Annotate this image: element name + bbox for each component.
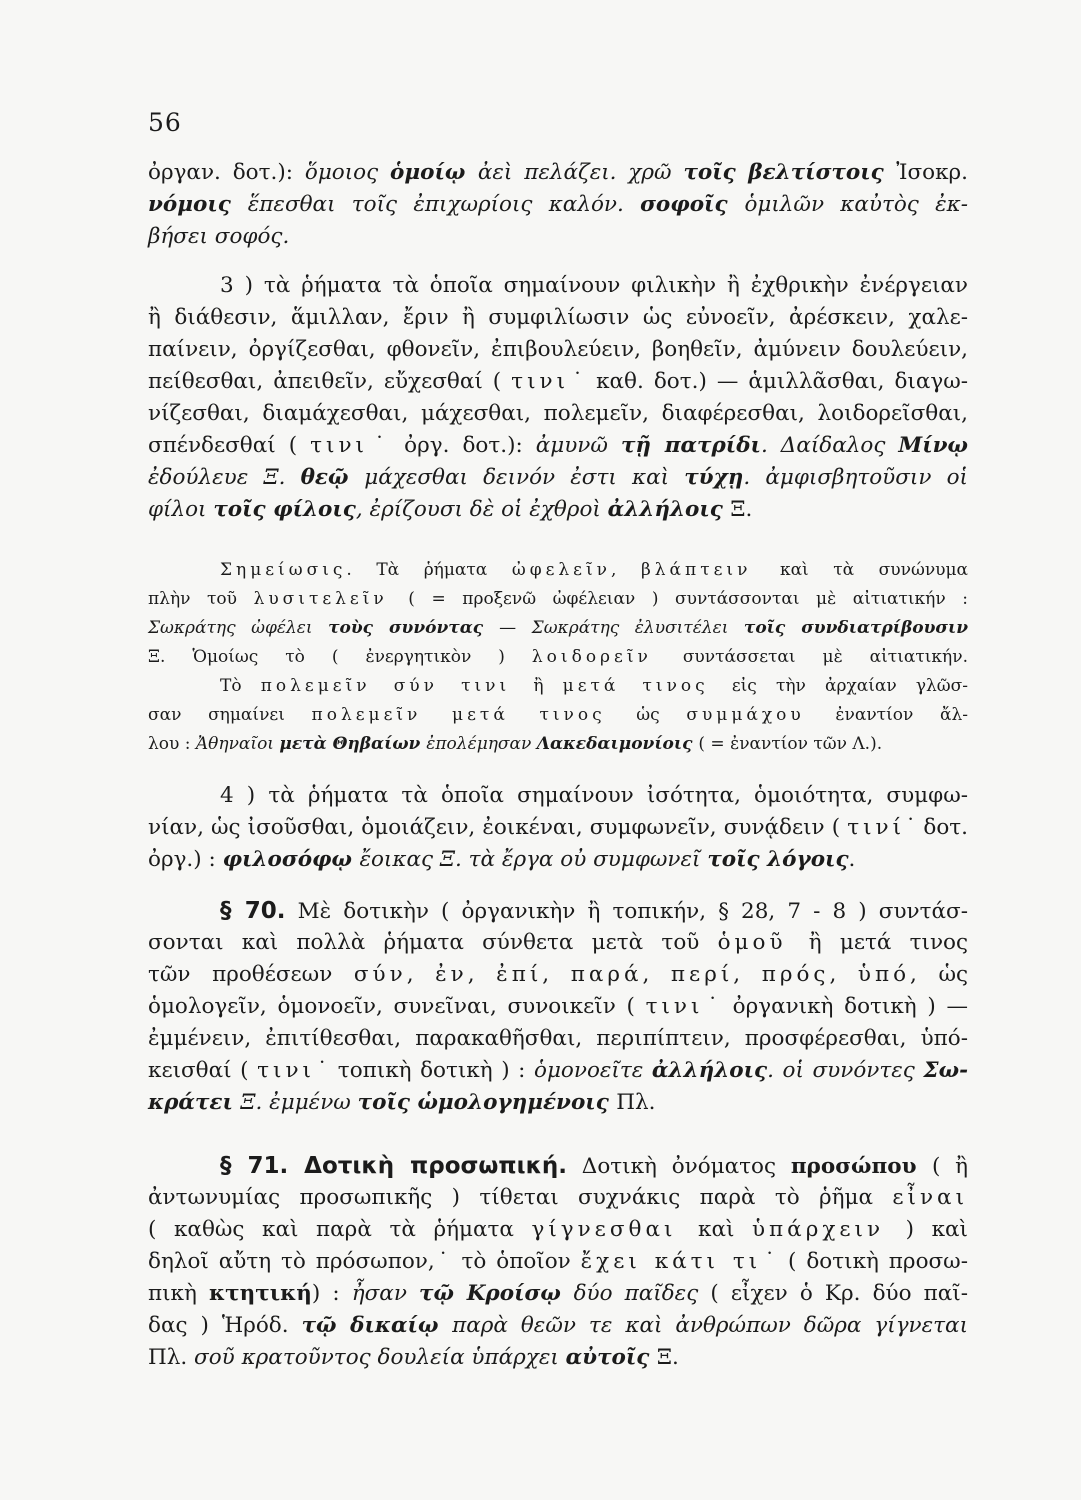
text-line: λου : Ἀθηναῖοι μετὰ Θηβαίων ἐπολέμησαν Λακεδαιμονίοις ( = ἐναντίον τῶν Λ.). — [148, 734, 883, 754]
text-line: Σωκράτης ὠφέλει τοὺς συνόντας — Σωκράτης ἐλυσιτέλει τοῖς συνδιατρίβουσιν — [148, 618, 968, 638]
paragraph-item-3 — [148, 270, 968, 526]
page-number: 56 — [148, 108, 182, 137]
text-line: ἀντωνυμίας προσωπικῆς ) τίθεται συχνάκις παρὰ τὸ ῥῆμα εἶναι — [148, 1185, 968, 1210]
text-line: ἐμμένειν, ἐπιτίθεσθαι, παρακαθῆσθαι, περιπίπτειν, προσφέρεσθαι, ὑπό- — [148, 1026, 968, 1051]
text-line: 4 ) τὰ ῥήματα τὰ ὁποῖα σημαίνουν ἰσότητα, ὁμοιότητα, συμφω- — [220, 783, 968, 808]
text-line: πλὴν τοῦ λυσιτελεῖν ( = προξενῶ ὠφέλειαν ) συντάσσονται μὲ αἰτιατικήν : — [148, 589, 968, 609]
text-line: παίνειν, ὀργίζεσθαι, φθονεῖν, ἐπιβουλεύειν, βοηθεῖν, ἀμύνειν δουλεύειν, — [148, 337, 968, 362]
text-line: βήσει σοφός. — [148, 224, 290, 249]
text-line: σπένδεσθαί ( τινι˙ ὀργ. δοτ.): ἀμυνῶ τῇ πατρίδι. Δαίδαλος Μίνῳ — [148, 433, 968, 458]
text-line: σονται καὶ πολλὰ ῥήματα σύνθετα μετὰ τοῦ ὁμοῦ ἢ μετά τινος — [148, 930, 969, 955]
text-line: πείθεσθαι, ἀπειθεῖν, εὔχεσθαί ( τινι˙ καθ. δοτ.) — ἁμιλλᾶσθαι, διαγω- — [148, 369, 968, 394]
paragraph-dative-examples — [148, 157, 968, 253]
text-line: ( καθὼς καὶ παρὰ τὰ ῥήματα γίγνεσθαι καὶ ὑπάρχειν ) καὶ — [148, 1217, 968, 1242]
note-block — [148, 556, 968, 759]
text-line: ἢ διάθεσιν, ἅμιλλαν, ἔριν ἢ συμφιλίωσιν ὡς εὐνοεῖν, ἀρέσκειν, χαλε- — [148, 305, 968, 330]
text-line: § 71. Δοτικὴ προσωπική. Δοτικὴ ὀνόματος προσώπου ( ἢ — [220, 1153, 968, 1179]
section-heading: § 71. Δοτικὴ προσωπική. — [220, 1153, 568, 1179]
text-line: κράτει Ξ. ἐμμένω τοῖς ὡμολογημένοις Πλ. — [148, 1090, 656, 1115]
text-line: 3 ) τὰ ῥήματα τὰ ὁποῖα σημαίνουν φιλικὴν ἢ ἐχθρικὴν ἐνέργειαν — [220, 273, 968, 298]
text-line: Τὸ πολεμεῖν σύν τινι ἢ μετά τινος εἰς τὴν ἀρχαίαν γλῶσ- — [220, 676, 969, 696]
text-line: κεισθαί ( τινι˙ τοπικὴ δοτικὴ ) : ὁμονοεῖτε ἀλλήλοις. οἱ συνόντες Σω- — [148, 1058, 968, 1083]
text-line: σαν σημαίνει πολεμεῖν μετά τινος ὡς συμμάχου ἐναντίον ἄλ- — [148, 705, 968, 725]
section-70 — [148, 895, 968, 1119]
text-line: πικὴ κτητική) : ἦσαν τῷ Κροίσῳ δύο παῖδες ( εἶχεν ὁ Κρ. δύο παῖ- — [148, 1281, 968, 1306]
section-heading: § 70. — [220, 898, 286, 924]
note-heading: Σημείωσις — [220, 560, 347, 580]
text-line: ὀργ.) : φιλοσόφῳ ἔοικας Ξ. τὰ ἔργα οὐ συμφωνεῖ τοῖς λόγοις. — [148, 847, 856, 872]
text-line: τῶν προθέσεων σύν, ἐν, ἐπί, παρά, περί, πρός, ὑπό, ὡς — [148, 962, 969, 987]
text-line: δηλοῖ αὔτη τὸ πρόσωπον,˙ τὸ ὁποῖον ἔχει κάτι τι˙ ( δοτικὴ προσω- — [148, 1249, 968, 1274]
text-line: ὁμολογεῖν, ὁμονοεῖν, συνεῖναι, συνοικεῖν ( τινι˙ ὀργανικὴ δοτικὴ ) — — [148, 994, 968, 1019]
paragraph-item-4 — [148, 780, 968, 876]
text-line: νίαν, ὡς ἰσοῦσθαι, ὁμοιάζειν, ἐοικέναι, συμφωνεῖν, συνᾴδειν ( τινί˙ δοτ. — [148, 815, 969, 840]
text-line: § 70. Μὲ δοτικὴν ( ὀργανικὴν ἢ τοπικήν, § 28, 7 - 8 ) συντάσ- — [220, 898, 968, 924]
text-line: Σημείωσις. Τὰ ῥήματα ὠφελεῖν, βλάπτειν καὶ τὰ συνώνυμα — [220, 560, 969, 580]
text-line: δας ) Ἡρόδ. τῷ δικαίῳ παρὰ θεῶν τε καὶ ἀνθρώπων δῶρα γίγνεται — [148, 1313, 969, 1338]
text-line: ὀργαν. δοτ.): ὅμοιος ὁμοίῳ ἀεὶ πελάζει. χρῶ τοῖς βελτίστοις Ἰσοκρ. — [148, 160, 968, 185]
section-71 — [148, 1150, 968, 1374]
text-line: Ξ. Ὁμοίως τὸ ( ἐνεργητικὸν ) λοιδορεῖν συντάσσεται μὲ αἰτιατικήν. — [148, 647, 968, 667]
text-line: Πλ. σοῦ κρατοῦντος δουλεία ὑπάρχει αὐτοῖς Ξ. — [148, 1345, 679, 1370]
text-line: νίζεσθαι, διαμάχεσθαι, μάχεσθαι, πολεμεῖν, διαφέρεσθαι, λοιδορεῖσθαι, — [148, 401, 968, 426]
text-line: ἐδούλευε Ξ. θεῷ μάχεσθαι δεινόν ἐστι καὶ τύχῃ. ἀμφισβητοῦσιν οἱ — [148, 465, 968, 490]
text-line: νόμοις ἕπεσθαι τοῖς ἐπιχωρίοις καλόν. σοφοῖς ὁμιλῶν καὐτὸς ἐκ- — [148, 192, 968, 217]
text-line: φίλοι τοῖς φίλοις, ἐρίζουσι δὲ οἱ ἐχθροὶ ἀλλήλοις Ξ. — [148, 497, 753, 522]
